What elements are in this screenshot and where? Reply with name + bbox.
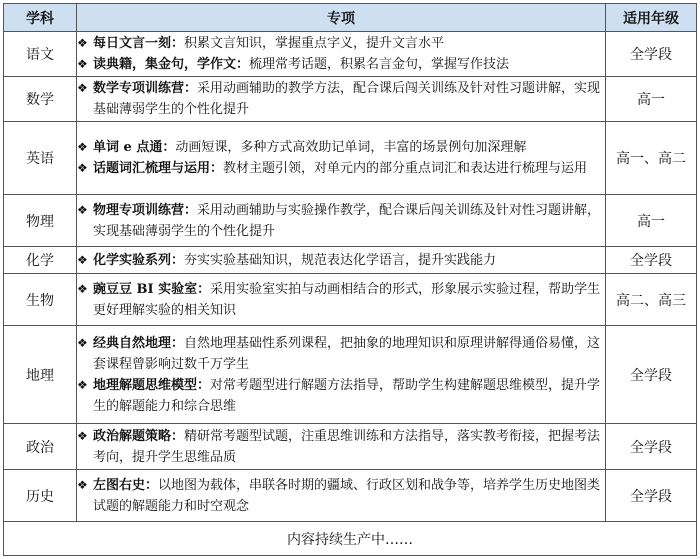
item-title: 化学实验系列：: [93, 252, 185, 268]
item-text: [93, 426, 605, 468]
table-row: [4, 470, 697, 522]
topic-cell: [77, 122, 606, 195]
subject-cell: 历史: [4, 470, 77, 522]
grade-cell: 高一、高二: [606, 122, 697, 195]
grade-cell: 高二、高三: [606, 274, 697, 326]
list-item: [77, 475, 605, 517]
topic-cell: [77, 470, 606, 522]
item-title: 话题词汇梳理与运用：: [93, 161, 224, 176]
subject-cell: 数学: [4, 77, 77, 122]
list-item: [77, 200, 605, 242]
grade-cell: 全学段: [606, 32, 697, 77]
item-title: 经典自然地理：: [93, 335, 185, 351]
topic-cell: [77, 274, 606, 326]
diamond-bullet-icon: ❖: [77, 81, 88, 95]
diamond-bullet-icon: ❖: [77, 335, 88, 350]
item-description: 精研常考题型试题，注重思维训练和方法指导，落实教考衔接，把握考法考向，提升学生思维品质: [93, 428, 601, 465]
diamond-bullet-icon: ❖: [77, 57, 88, 71]
grade-cell: 高一: [606, 195, 697, 247]
subject-cell: 生物: [4, 274, 77, 326]
diamond-bullet-icon: ❖: [77, 252, 88, 267]
item-description: 梳理常考话题，积累名言金句，掌握写作技法: [249, 57, 510, 72]
grade-cell: 高一: [606, 77, 697, 122]
topic-cell: [77, 195, 606, 247]
list-item: [77, 333, 605, 375]
list-item: [77, 279, 605, 321]
item-title: 数学专项训练营：: [93, 81, 198, 96]
item-description: 采用实验室实拍与动画相结合的形式，形象展示实验过程，帮助学生更好理解实验的相关知识: [93, 281, 601, 318]
item-text: [93, 54, 605, 75]
grade-cell: 全学段: [606, 326, 697, 424]
diamond-bullet-icon: ❖: [77, 428, 88, 443]
list-item: [77, 426, 605, 468]
item-title: 左图右史：: [93, 477, 159, 493]
item-text: [93, 158, 605, 179]
table-row: [4, 77, 697, 122]
grade-cell: 全学段: [606, 424, 697, 470]
list-item: [77, 375, 605, 417]
table-row: [4, 247, 697, 274]
list-item: [77, 54, 605, 75]
item-description: 积累文言知识，掌握重点字义，提升文言水平: [184, 36, 445, 51]
item-description: 夯实实验基础知识，规范表达化学语言，提升实践能力: [184, 252, 497, 268]
diamond-bullet-icon: ❖: [77, 377, 88, 392]
subject-cell: 物理: [4, 195, 77, 247]
subject-cell: 政治: [4, 424, 77, 470]
item-title: 豌豆豆 BI 实验室：: [93, 281, 211, 297]
header-subject: 学科: [4, 4, 77, 32]
item-title: 读典籍，集金句，学作文：: [93, 57, 250, 72]
subject-cell: 语文: [4, 32, 77, 77]
topic-cell: [77, 424, 606, 470]
list-item: [77, 78, 605, 120]
header-grade: 适用年级: [606, 4, 697, 32]
item-text: [93, 375, 605, 417]
footer-row: [4, 522, 697, 556]
item-description: 对常考题型进行解题方法指导，帮助学生构建解题思维模型，提升学生的解题能力和综合思维: [93, 377, 601, 414]
list-item: [77, 33, 605, 54]
item-text: [93, 250, 605, 271]
item-text: [93, 78, 605, 120]
course-table: [3, 3, 697, 556]
item-text: [93, 200, 605, 242]
diamond-bullet-icon: ❖: [77, 161, 88, 175]
subject-cell: 地理: [4, 326, 77, 424]
subject-cell: 化学: [4, 247, 77, 274]
item-description: 以地图为载体，串联各时期的疆域、行政区划和战争等，培养学生历史地图类试题的解题能力和时空观念: [93, 477, 601, 514]
item-text: [93, 279, 605, 321]
topic-cell: [77, 32, 606, 77]
item-title: 物理专项训练营：: [93, 202, 198, 218]
list-item: [77, 137, 605, 158]
item-description: 采用动画辅助与实验操作教学，配合课后闯关训练及针对性习题讲解，实现基础薄弱学生的个性化提升: [93, 202, 601, 239]
subject-cell: 英语: [4, 122, 77, 195]
item-title: 单词 e 点通：: [93, 140, 176, 155]
table-row: [4, 326, 697, 424]
item-text: [93, 137, 605, 158]
table-row: [4, 424, 697, 470]
diamond-bullet-icon: ❖: [77, 202, 88, 217]
header-topic: 专项: [77, 4, 606, 32]
item-text: [93, 33, 605, 54]
list-item: [77, 158, 605, 179]
item-text: [93, 475, 605, 517]
grade-cell: 全学段: [606, 247, 697, 274]
list-item: [77, 250, 605, 271]
topic-cell: [77, 77, 606, 122]
table-row: [4, 122, 697, 195]
item-description: 动画短课，多种方式高效助记单词，丰富的场景例句加深理解: [175, 140, 527, 155]
item-title: 地理解题思维模型：: [93, 377, 211, 393]
topic-cell: [77, 326, 606, 424]
diamond-bullet-icon: ❖: [77, 477, 88, 492]
header-row: [4, 4, 697, 32]
grade-cell: 全学段: [606, 470, 697, 522]
diamond-bullet-icon: ❖: [77, 281, 88, 296]
table-row: [4, 32, 697, 77]
table-row: [4, 274, 697, 326]
diamond-bullet-icon: ❖: [77, 140, 88, 154]
item-title: 每日文言一刻：: [93, 36, 185, 51]
item-title: 政治解题策略：: [93, 428, 185, 444]
item-description: 自然地理基础性系列课程，把抽象的地理知识和原理讲解得通俗易懂，这套课程曾影响过数千万学生: [93, 335, 601, 372]
item-description: 采用动画辅助的教学方法，配合课后闯关训练及针对性习题讲解，实现基础薄弱学生的个性化提升: [93, 81, 601, 117]
topic-cell: [77, 247, 606, 274]
item-text: [93, 333, 605, 375]
diamond-bullet-icon: ❖: [77, 36, 88, 50]
item-description: 教材主题引领，对单元内的部分重点词汇和表达进行梳理与运用: [223, 161, 588, 176]
footer-note: 内容持续生产中……: [4, 522, 697, 556]
table-row: [4, 195, 697, 247]
